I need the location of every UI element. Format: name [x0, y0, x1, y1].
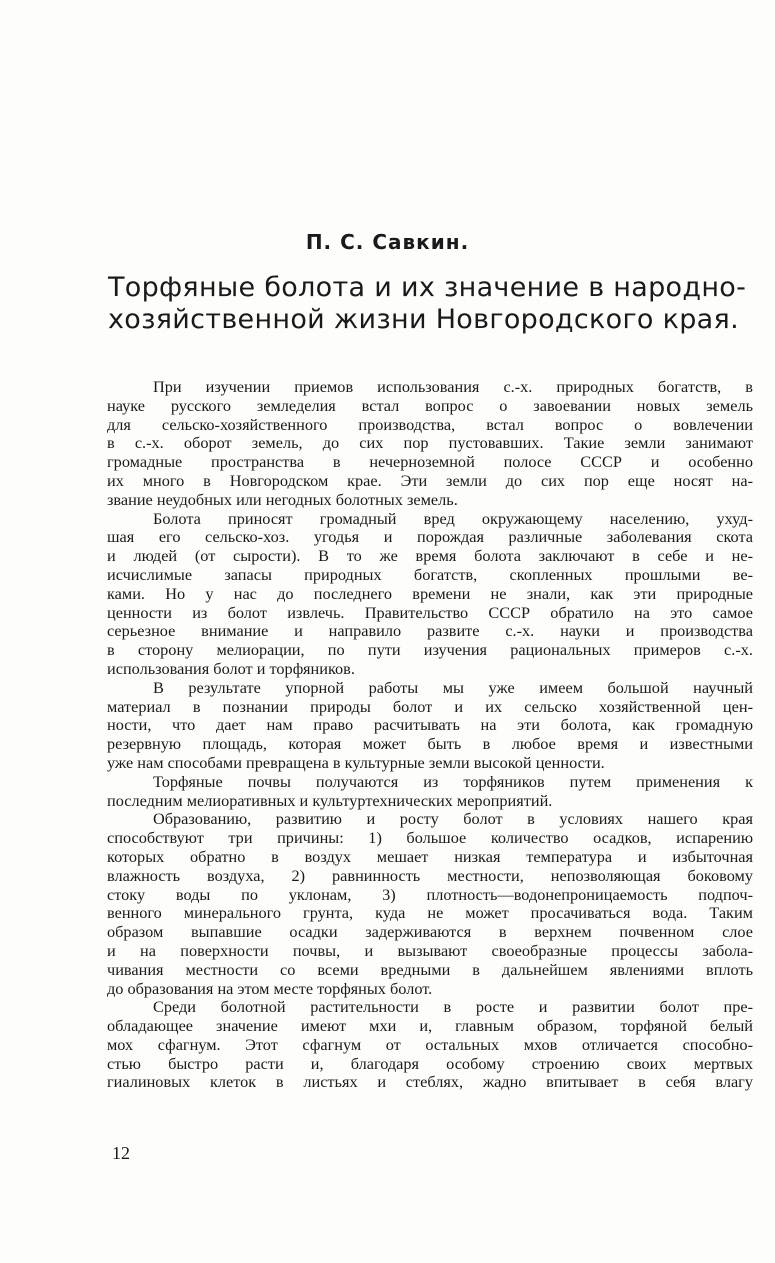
paragraph: [107, 810, 753, 998]
text-line: гиалиновых клеток в листьях и стеблях, жадно впитывает в себя влагу: [107, 1072, 753, 1092]
text-line: чивания местности со всеми вредными в дальнейшем явлениями вплоть: [107, 959, 753, 979]
text-line: и людей (от сырости). В то же время болота заключают в себе и не-: [107, 546, 753, 566]
text-line: исчислимые запасы природных богатств, скопленных прошлыми ве-: [107, 564, 753, 584]
text-line: серьезное внимание и направило развите с.-х. науки и производства: [107, 621, 753, 641]
paragraph: [107, 679, 753, 773]
text-line: стоку воды по уклонам, 3) плотность—водонепроницаемость подпоч-: [107, 884, 753, 904]
text-line: При изучении приемов использования с.-х. природных богатств, в: [153, 377, 753, 396]
text-line: в сторону мелиорации, по пути изучения рациональных примеров с.-х.: [107, 640, 753, 660]
text-line: В результате упорной работы мы уже имеем большой научный: [153, 677, 753, 697]
text-line: Болота приносят громадный вред окружающему населению, ухуд-: [153, 508, 753, 528]
text-line: влажность воздуха, 2) равнинность местности, непозволяющая боковому: [107, 865, 753, 885]
text-line: ценности из болот извлечь. Правительство СССР обратило на это самое: [107, 602, 753, 622]
text-line: в с.-х. оборот земель, до сих пор пустовавших. Такие земли занимают: [107, 433, 753, 453]
paragraph: [107, 998, 753, 1092]
text-line: мох сфагнум. Этот сфагнум от остальных мхов отличается способно-: [107, 1034, 753, 1054]
text-line: последним мелиоративных и культуртехнических мероприятий.: [107, 790, 553, 810]
text-line: использования болот и торфяников.: [107, 658, 355, 678]
text-line: образом выпавшие осадки задерживаются в верхнем почвенном слое: [107, 922, 753, 942]
text-line: Образованию, развитию и росту болот в условиях нашего края: [153, 809, 753, 829]
article-title: [108, 272, 748, 336]
text-line: науке русского земледелия встал вопрос о завоевании новых земель: [107, 395, 753, 415]
text-line: до образования на этом месте торфяных болот.: [107, 978, 433, 998]
paragraph: [107, 510, 753, 679]
text-line: звание неудобных или негодных болотных земель.: [107, 489, 458, 509]
text-line: уже нам способами превращена в культурные земли высокой ценности.: [107, 752, 605, 772]
author-name: П. С. Савкин.: [305, 230, 470, 254]
article-body: [107, 378, 753, 1092]
text-line: ности, что дает нам право расчитывать на эти болота, как громадную: [107, 715, 753, 735]
paragraph: [107, 378, 753, 510]
text-line: обладающее значение имеют мхи и, главным образом, торфяной белый: [107, 1016, 753, 1036]
text-line: венного минерального грунта, куда не может просачиваться вода. Таким: [107, 903, 753, 923]
text-line: которых обратно в воздух мешает низкая температура и избыточная: [107, 846, 753, 866]
text-line: ками. Но у нас до последнего времени не знали, как эти природные: [107, 583, 753, 603]
page-number: 12: [112, 1143, 130, 1163]
text-line: материал в познании природы болот и их сельско хозяйственной цен-: [107, 696, 753, 716]
title-line: Торфяные болота и их значение в народно-: [108, 272, 747, 303]
paragraph: [107, 773, 753, 811]
text-line: Среди болотной растительности в росте и развитии болот пре-: [153, 997, 753, 1017]
text-line: для сельско-хозяйственного производства, встал вопрос о вовлечении: [107, 414, 753, 434]
text-line: громадные пространства в нечерноземной полосе СССР и особенно: [107, 452, 753, 472]
text-line: шая его сельско-хоз. угодья и порождая различные заболевания скота: [107, 527, 753, 547]
text-line: стью быстро расти и, благодаря особому строению своих мертвых: [107, 1053, 753, 1073]
title-line: хозяйственной жизни Новгородского края.: [108, 304, 739, 335]
text-line: их много в Новгородском крае. Эти земли до сих пор еще носят на-: [107, 470, 753, 490]
text-line: резервную площадь, которая может быть в любое время и известными: [107, 734, 753, 754]
text-line: Торфяные почвы получаются из торфяников путем применения к: [153, 771, 753, 791]
text-line: и на поверхности почвы, и вызывают своеобразные процессы забола-: [107, 940, 753, 960]
text-line: способствуют три причины: 1) большое количество осадков, испарению: [107, 828, 753, 848]
